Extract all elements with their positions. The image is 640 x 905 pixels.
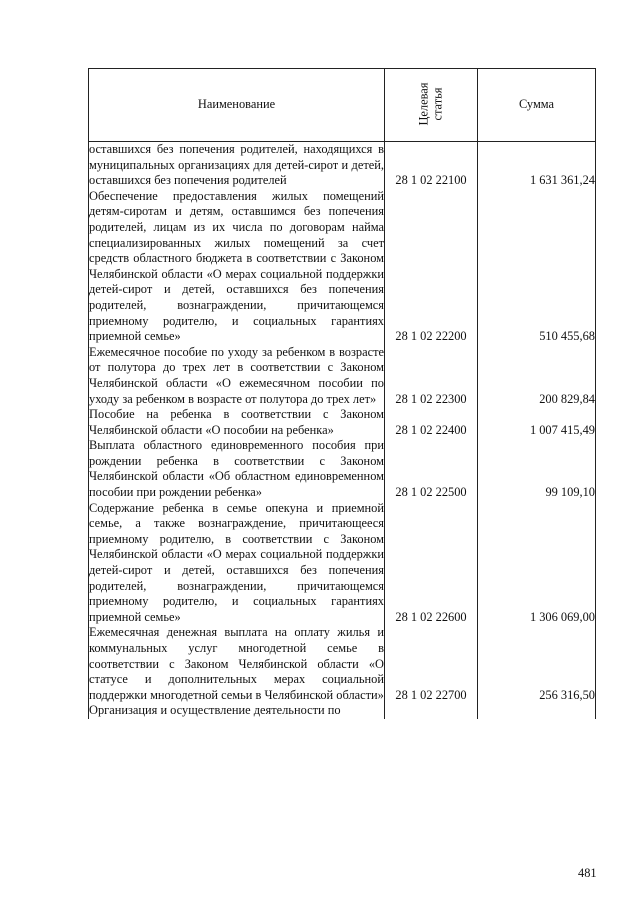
table-row bbox=[89, 345, 596, 407]
header-code bbox=[385, 69, 478, 142]
row-name bbox=[89, 345, 385, 407]
table-row bbox=[89, 625, 596, 703]
header-code-label bbox=[417, 83, 445, 126]
header-sum: Сумма bbox=[478, 69, 596, 142]
header-code-line1: Целевая bbox=[417, 82, 431, 126]
row-code: 28 1 02 22100 bbox=[385, 142, 478, 189]
row-code: 28 1 02 22400 bbox=[385, 407, 478, 438]
row-name-text: Организация и осуществление деятельности по bbox=[89, 703, 341, 718]
page-number: 481 bbox=[578, 866, 597, 880]
row-name-text: оставшихся без попечения родителей, находящихся в муниципальных организациях для детей-сирот и детей, оставшихся без попечения родителей bbox=[89, 142, 384, 188]
table-row bbox=[89, 703, 596, 719]
row-sum: 1 306 069,00 bbox=[478, 501, 596, 626]
row-sum: 1 007 415,49 bbox=[478, 407, 596, 438]
header-code-line2: статья bbox=[431, 87, 445, 121]
table-row bbox=[89, 142, 596, 189]
table-row bbox=[89, 438, 596, 500]
row-name-text: Содержание ребенка в семье опекуна и приемной семье, а также вознаграждение, причитающееся приемному родителю, в соответствии с Законом Челябинской области «О мерах социальной поддержки детей-сирот и детей, оставшихся без попечения родителей, вознаграждении, причитающемся приемному родителю, и социальных гарантиях приемной семье» bbox=[89, 500, 384, 624]
row-code: 28 1 02 22500 bbox=[385, 438, 478, 500]
row-sum: 510 455,68 bbox=[478, 189, 596, 345]
row-name bbox=[89, 142, 385, 189]
row-sum bbox=[478, 703, 596, 719]
table-row bbox=[89, 501, 596, 626]
row-name-text: Выплата областного единовременного пособия при рождении ребенка в соответствии с Законом Челябинской области «Об областном единовременном пособии при рождении ребенка» bbox=[89, 438, 384, 500]
row-name bbox=[89, 703, 385, 719]
table-header-row bbox=[89, 69, 596, 142]
row-sum: 256 316,50 bbox=[478, 625, 596, 703]
row-name bbox=[89, 407, 385, 438]
table-row bbox=[89, 189, 596, 345]
row-name bbox=[89, 189, 385, 345]
row-code: 28 1 02 22700 bbox=[385, 625, 478, 703]
row-code: 28 1 02 22200 bbox=[385, 189, 478, 345]
row-name bbox=[89, 438, 385, 500]
row-sum: 1 631 361,24 bbox=[478, 142, 596, 189]
row-name bbox=[89, 501, 385, 626]
table-row bbox=[89, 407, 596, 438]
row-code: 28 1 02 22600 bbox=[385, 501, 478, 626]
row-name-text: Обеспечение предоставления жилых помещений детям-сиротам и детям, оставшимся без попечения родителей, лицам из их числа по договорам найма специализированных жилых помещений за счет средств областного бюджета в соответствии с Законом Челябинской области «О мерах социальной поддержки детей-сирот и детей, оставшихся без попечения родителей, вознаграждении, причитающемся приемному родителю, и социальных гарантиях приемной семье» bbox=[89, 188, 384, 344]
budget-table bbox=[88, 68, 596, 719]
row-name-text: Ежемесячная денежная выплата на оплату жилья и коммунальных услуг многодетной семье в соответствии с Законом Челябинской области «О статусе и дополнительных мерах социальной поддержки многодетной семьи в Челябинской области» bbox=[89, 625, 384, 702]
header-name: Наименование bbox=[89, 69, 385, 142]
row-sum: 200 829,84 bbox=[478, 345, 596, 407]
row-name bbox=[89, 625, 385, 703]
row-code bbox=[385, 703, 478, 719]
row-sum: 99 109,10 bbox=[478, 438, 596, 500]
row-code: 28 1 02 22300 bbox=[385, 345, 478, 407]
row-name-text: Пособие на ребенка в соответствии с Законом Челябинской области «О пособии на ребенка» bbox=[89, 407, 384, 437]
row-name-text: Ежемесячное пособие по уходу за ребенком в возрасте от полутора до трех лет в соответствии с Законом Челябинской области «О ежемесячном пособии по уходу за ребенком в возрасте от полутора до трех лет» bbox=[89, 344, 384, 406]
